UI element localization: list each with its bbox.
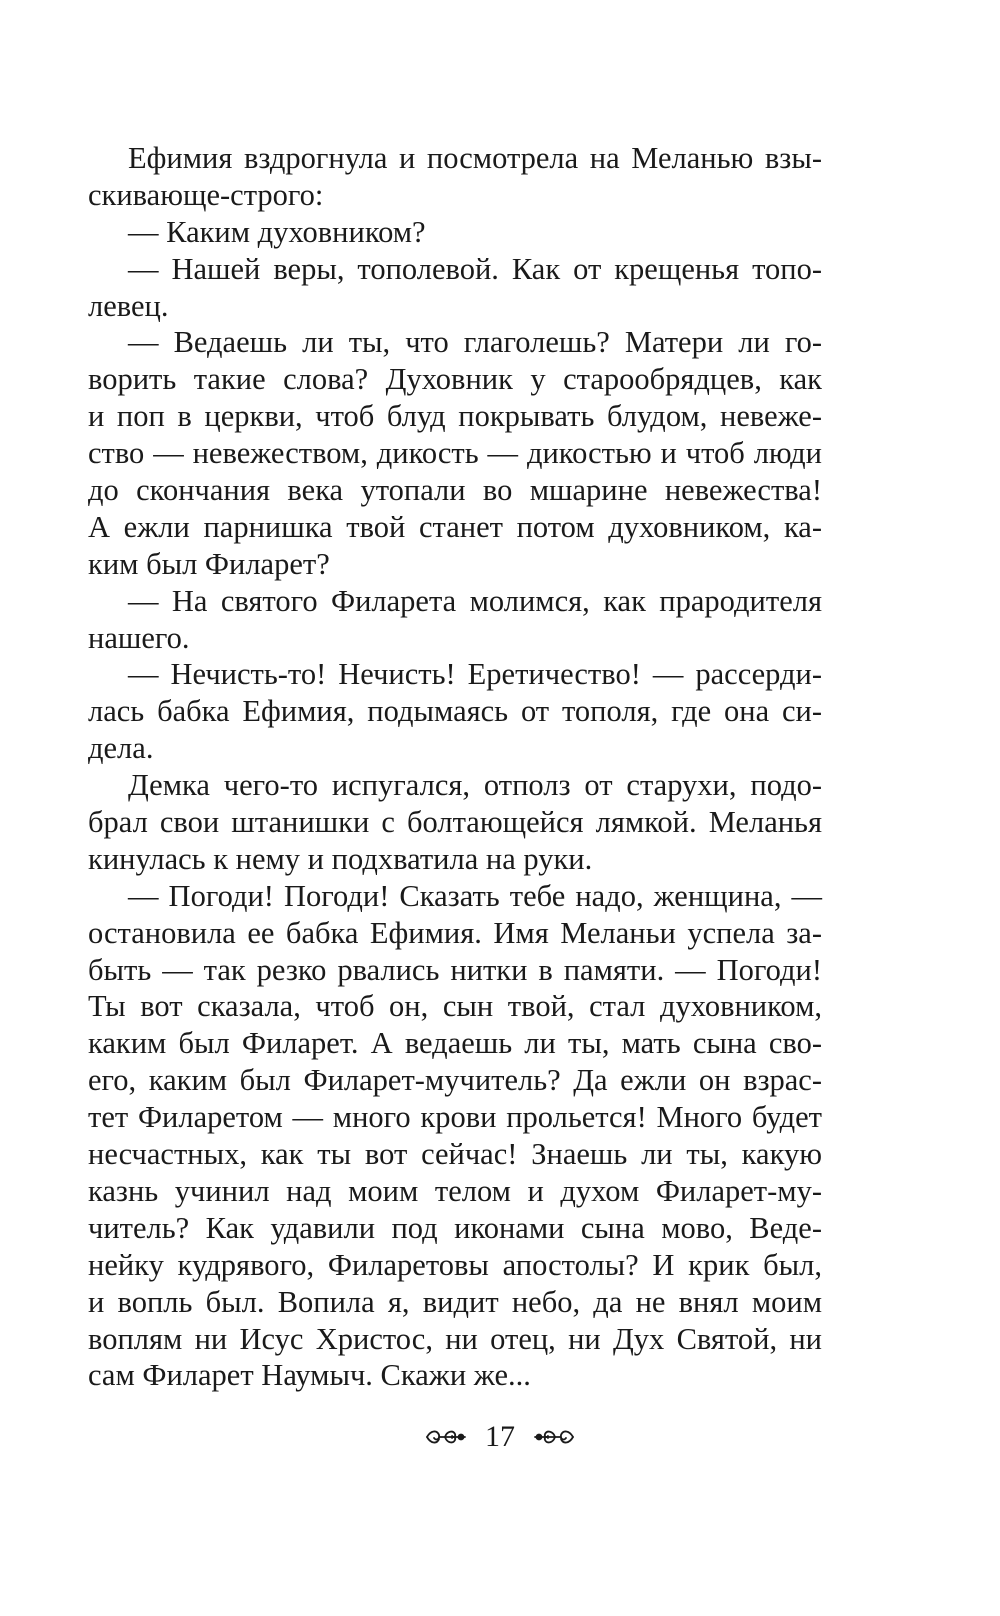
text-line: ворить такие слова? Духовник у старообрядцев, как [88,362,822,397]
text-line: нашего. [88,620,190,655]
text-line: — Ведаешь ли ты, что глаголешь? Матери ли го- [128,325,822,360]
text-line: кинулась к нему и подхватила на руки. [88,841,593,876]
text-line: лась бабка Ефимия, подымаясь от тополя, где она си- [88,694,822,729]
text-line: дела. [88,731,154,766]
text-line: — На святого Филарета молимся, как прародителя [128,583,822,618]
text-line: читель? Как удавили под иконами сына мово, Веде- [88,1210,822,1245]
text-line: тет Филаретом — много крови прольется! Много будет [88,1100,822,1135]
page-number: 17 [485,1420,515,1453]
text-line: быть — так резко рвались нитки в памяти. — Погоди! [88,952,822,987]
text-line: ким был Филарет? [88,546,330,581]
text-line: воплям ни Исус Христос, ни отец, ни Дух Святой, ни [88,1321,822,1356]
page-body [88,140,822,1394]
text-line: левец. [88,288,169,323]
text-line: — Каким духовником? [128,214,426,249]
text-line: Демка чего-то испугался, отполз от старухи, подо- [128,768,822,803]
text-line: сам Филарет Наумыч. Скажи же... [88,1358,531,1393]
text-line: Ты вот сказала, чтоб он, сын твой, стал духовником, [88,989,822,1024]
text-line: его, каким был Филарет-мучитель? Да ежли он взрас- [88,1063,822,1098]
text-line: брал свои штанишки с болтающейся лямкой. Меланья [88,805,822,840]
text-line: и поп в церкви, чтоб блуд покрывать блудом, невеже- [88,399,822,434]
text-line: — Погоди! Погоди! Сказать тебе надо, женщина, — [128,878,822,913]
text-line: казнь учинил над моим телом и духом Филарет-му- [88,1173,822,1208]
text-line: скивающе-строго: [88,177,324,212]
text-line: ство — невежеством, дикость — дикостью и чтоб люди [88,436,822,471]
left-ornament-icon [425,1426,469,1448]
text-line: — Нечисть-то! Нечисть! Еретичество! — рассерди- [128,657,822,692]
right-ornament-icon [531,1426,575,1448]
text-line: Ефимия вздрогнула и посмотрела на Меланью взы- [128,141,822,175]
text-line: нейку кудрявого, Филаретовы апостолы? И крик был, [88,1247,822,1282]
text-line: несчастных, как ты вот сейчас! Знаешь ли ты, какую [88,1137,822,1172]
text-line: — Нашей веры, тополевой. Как от крещенья топо- [128,251,822,286]
text-line: каким был Филарет. А ведаешь ли ты, мать сына сво- [88,1026,822,1061]
text-line: до скончания века утопали во мшарине невежества! [88,473,822,508]
text-line: и вопль был. Вопила я, видит небо, да не внял моим [88,1284,822,1319]
page-footer [0,1420,1000,1454]
text-line: остановила ее бабка Ефимия. Имя Меланьи успела за- [88,915,822,950]
text-line: А ежли парнишка твой станет потом духовником, ка- [88,509,822,544]
